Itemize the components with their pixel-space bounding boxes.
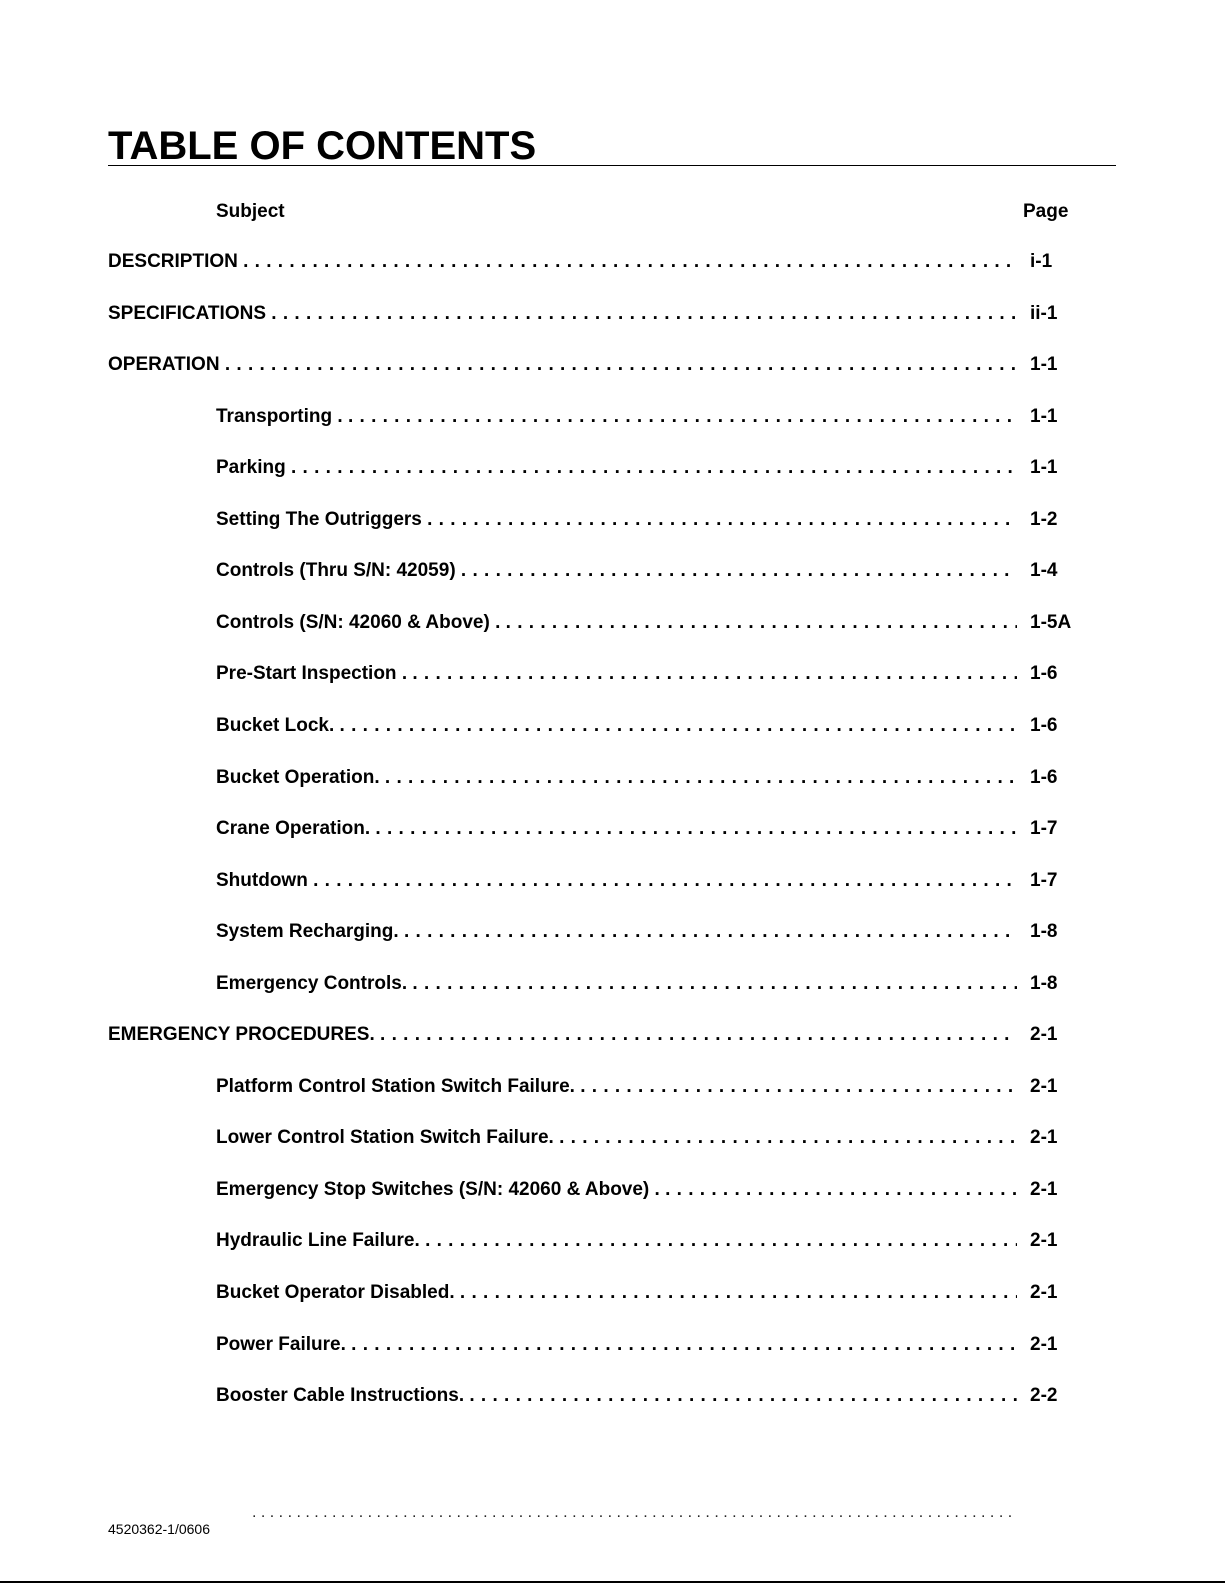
toc-entry[interactable] [0,507,1225,537]
toc-entry[interactable] [0,301,1225,331]
toc-leader-dots [460,1280,1017,1306]
toc-entry-page: 1-1 [1030,457,1058,478]
toc-entry[interactable] [0,1177,1225,1207]
toc-entry-leader-area [216,1383,1017,1409]
subject-column-header: Subject [216,201,285,222]
toc-entry-leader-area [216,1332,1017,1358]
footer-leader-dots [252,1503,1017,1523]
toc-entry-label: Power Failure. [216,1334,352,1355]
toc-entry-page: 2-1 [1030,1230,1058,1251]
toc-entry-page: 1-6 [1030,663,1058,684]
toc-entry-leader-area [108,352,1017,378]
toc-entry[interactable] [0,816,1225,846]
toc-entry[interactable] [0,558,1225,588]
toc-entry-page: 2-1 [1030,1127,1058,1148]
toc-leader-dots [380,1022,1017,1048]
toc-leader-dots [665,1177,1017,1203]
toc-entry-page: 1-5A [1030,612,1072,633]
toc-entry-page: 1-8 [1030,973,1058,994]
toc-leader-dots [425,1228,1017,1254]
toc-entry-label: Emergency Stop Switches (S/N: 42060 & Above) . [216,1179,666,1200]
toc-entry[interactable] [0,661,1225,691]
toc-entry-page: 1-6 [1030,767,1058,788]
toc-entry-page: 1-6 [1030,715,1058,736]
toc-leader-dots [461,558,1017,584]
toc-entry-label: System Recharging. [216,921,404,942]
toc-entry-leader-area [216,455,1017,481]
toc-entry[interactable] [0,868,1225,898]
document-id: 4520362-1/0606 [108,1521,210,1537]
toc-leader-dots [427,507,1017,533]
toc-leader-dots [385,765,1017,791]
toc-leader-dots [348,404,1017,430]
toc-leader-dots [580,1074,1017,1100]
toc-entry-page: 1-1 [1030,406,1058,427]
toc-entry-leader-area [216,507,1017,533]
toc-leader-dots [506,610,1017,636]
toc-entry[interactable] [0,455,1225,485]
toc-entry-leader-area [216,765,1017,791]
toc-entry-label: Hydraulic Line Failure. [216,1230,426,1251]
toc-entry-leader-area [216,404,1017,430]
toc-entry[interactable] [0,404,1225,434]
toc-entry-label: DESCRIPTION [108,251,244,272]
page-column-header: Page [1023,201,1069,222]
toc-leader-dots [351,1332,1017,1358]
toc-entry-page: 2-1 [1030,1179,1058,1200]
toc-entry-label: Crane Operation. [216,818,376,839]
toc-entry-label: Bucket Operation. [216,767,385,788]
toc-entry-label: Shutdown [216,870,314,891]
toc-entry-label: Pre-Start Inspection . [216,663,413,684]
toc-leader-dots [469,1383,1017,1409]
toc-entry-page: 2-1 [1030,1334,1058,1355]
toc-entry-page: 2-1 [1030,1282,1058,1303]
toc-entry-label: SPECIFICATIONS [108,303,272,324]
toc-entry-page: i-1 [1030,251,1053,272]
toc-entry[interactable] [0,1383,1225,1413]
toc-entry[interactable] [0,352,1225,382]
toc-entry-leader-area [216,919,1017,945]
toc-entry[interactable] [0,1022,1225,1052]
toc-entry[interactable] [0,971,1225,1001]
toc-entry-leader-area [108,301,1017,327]
toc-leader-dots [404,919,1017,945]
toc-entry-label: Booster Cable Instructions. [216,1385,470,1406]
toc-entry[interactable] [0,1280,1225,1310]
toc-entry-leader-area [216,558,1017,584]
toc-entry-label: Platform Control Station Switch Failure. [216,1076,581,1097]
toc-leader-dots [313,868,1017,894]
toc-entry-label: Bucket Lock. [216,715,340,736]
toc-entry-page: 1-2 [1030,509,1058,530]
toc-entry-leader-area [216,1177,1017,1203]
toc-leader-dots [340,713,1017,739]
toc-entry-leader-area [216,971,1017,997]
toc-leader-dots [271,301,1017,327]
toc-entry-page: 1-7 [1030,818,1058,839]
toc-entry-label: Parking [216,457,291,478]
toc-leader-dots [291,455,1017,481]
title-underline [108,165,1116,166]
toc-entry[interactable] [0,249,1225,279]
toc-entry-leader-area [216,610,1017,636]
toc-entry-label: Emergency Controls. [216,973,413,994]
toc-entry-leader-area [216,816,1017,842]
page-title: TABLE OF CONTENTS [108,124,537,168]
toc-entry-page: 1-1 [1030,354,1058,375]
toc-entry-leader-area [216,661,1017,687]
bottom-rule [0,1581,1225,1583]
toc-entry-leader-area [216,1280,1017,1306]
toc-entry-label: Bucket Operator Disabled. [216,1282,460,1303]
toc-entry-leader-area [216,868,1017,894]
toc-leader-dots [559,1125,1017,1151]
toc-leader-dots [225,352,1017,378]
toc-entry-label: Controls (S/N: 42060 & Above) . [216,612,506,633]
toc-entry-page: 2-1 [1030,1024,1058,1045]
toc-entry-leader-area [216,1074,1017,1100]
toc-entry[interactable] [0,1228,1225,1258]
toc-entry-page: 2-1 [1030,1076,1058,1097]
toc-entry-page: 1-4 [1030,560,1058,581]
toc-entry-leader-area [216,1228,1017,1254]
toc-entry-page: 2-2 [1030,1385,1058,1406]
toc-entry[interactable] [0,713,1225,743]
toc-entry-leader-area [216,713,1017,739]
toc-entry[interactable] [0,1074,1225,1104]
toc-entry[interactable] [0,919,1225,949]
toc-entry-leader-area [108,1022,1017,1048]
toc-entry[interactable] [0,1332,1225,1362]
toc-leader-dots [375,816,1017,842]
toc-entry-label: Setting The Outriggers [216,509,428,530]
toc-entry-label: EMERGENCY PROCEDURES. [108,1024,381,1045]
toc-entry-label: OPERATION [108,354,225,375]
toc-entry-leader-area [216,1125,1017,1151]
toc-leader-dots [243,249,1017,275]
toc-entry-leader-area [108,249,1017,275]
toc-entry-page: 1-8 [1030,921,1058,942]
toc-leader-dots [412,661,1017,687]
toc-entry[interactable] [0,765,1225,795]
toc-entry-label: Transporting . [216,406,348,427]
toc-entry-label: Lower Control Station Switch Failure. [216,1127,560,1148]
toc-entry-label: Controls (Thru S/N: 42059) [216,560,461,581]
toc-entry[interactable] [0,1125,1225,1155]
toc-entry[interactable] [0,610,1225,640]
toc-entry-page: 1-7 [1030,870,1058,891]
toc-entry-page: ii-1 [1030,303,1058,324]
toc-leader-dots [412,971,1017,997]
